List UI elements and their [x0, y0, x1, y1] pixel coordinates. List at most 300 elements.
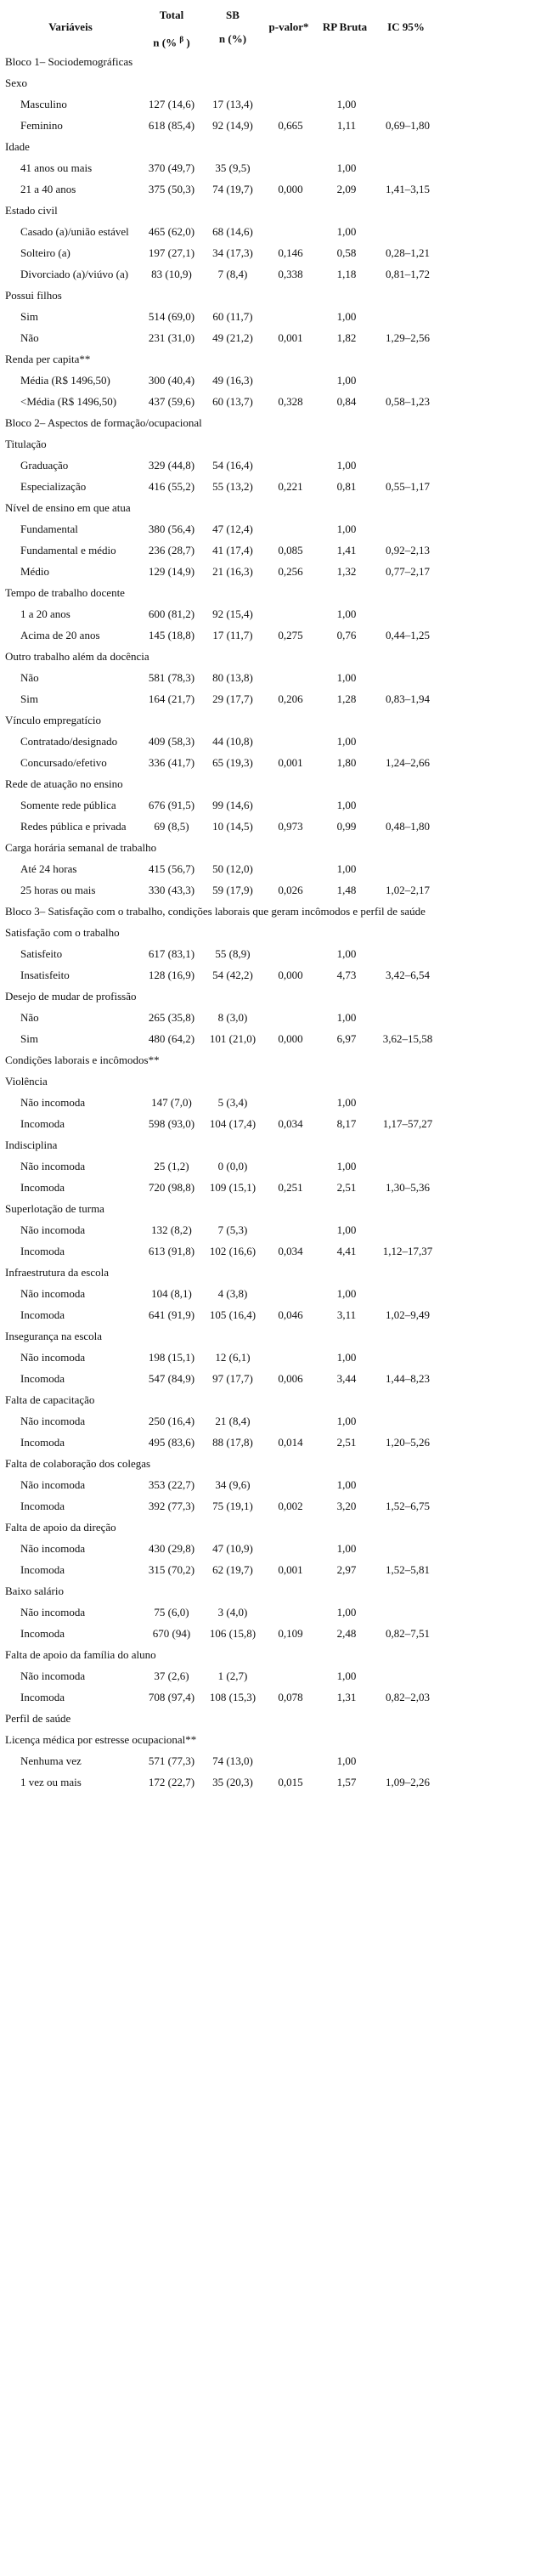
cell-rp: 1,00 [336, 225, 357, 238]
row-label: Graduação [20, 459, 69, 472]
cell-sb: 4 (3,8) [217, 1287, 248, 1300]
table-row [0, 1538, 558, 1559]
cell-total: 172 (22,7) [148, 1776, 195, 1788]
cell-sb: 8 (3,0) [217, 1011, 248, 1024]
cell-sb: 35 (9,5) [215, 161, 251, 174]
table-row [0, 1240, 558, 1262]
row-label: Nenhuma vez [20, 1754, 82, 1767]
header-ic: IC 95% [387, 20, 425, 33]
cell-total: 415 (56,7) [148, 862, 195, 875]
cell-ic: 0,77–2,17 [386, 565, 430, 578]
cell-rp: 1,11 [336, 119, 357, 132]
table-row [0, 1028, 558, 1049]
cell-sb: 108 (15,3) [209, 1691, 256, 1703]
table-row [0, 1771, 558, 1793]
row-label: Falta de apoio da família do aluno [5, 1648, 156, 1661]
header-sb: SB [226, 8, 240, 21]
cell-total: 300 (40,4) [148, 374, 195, 387]
group-heading-row [0, 72, 558, 93]
cell-rp: 1,00 [336, 1011, 357, 1024]
row-label: Vínculo empregatício [5, 714, 101, 726]
cell-pvalue: 0,256 [278, 565, 303, 578]
cell-total: 676 (91,5) [148, 799, 195, 811]
cell-rp: 1,48 [336, 884, 357, 896]
cell-rp: 8,17 [336, 1117, 357, 1130]
cell-ic: 1,09–2,26 [386, 1776, 430, 1788]
cell-sb: 35 (20,3) [212, 1776, 253, 1788]
row-label: Licença médica por estresse ocupacional** [5, 1733, 197, 1746]
header-sb-n: n (%) [218, 32, 247, 45]
cell-sb: 105 (16,4) [209, 1308, 256, 1321]
cell-rp: 1,32 [336, 565, 357, 578]
cell-ic: 1,30–5,36 [386, 1181, 430, 1194]
cell-total: 613 (91,8) [148, 1245, 195, 1257]
cell-rp: 1,00 [336, 98, 357, 110]
cell-pvalue: 0,001 [278, 756, 303, 769]
row-label: Masculino [20, 98, 67, 110]
row-label: Indisciplina [5, 1138, 58, 1151]
group-heading-row [0, 773, 558, 794]
row-label: Renda per capita** [5, 353, 91, 365]
cell-pvalue: 0,000 [278, 1032, 303, 1045]
cell-ic: 1,52–6,75 [386, 1500, 430, 1512]
group-heading-row [0, 1708, 558, 1729]
row-label: Insatisfeito [20, 969, 70, 981]
table-row [0, 731, 558, 752]
cell-total: 250 (16,4) [148, 1415, 195, 1427]
row-label: Infraestrutura da escola [5, 1266, 109, 1279]
table-row [0, 1432, 558, 1453]
row-label: Não incomoda [20, 1415, 86, 1427]
group-heading-row [0, 1071, 558, 1092]
cell-ic: 3,62–15,58 [382, 1032, 433, 1045]
row-label: Solteiro (a) [20, 246, 70, 259]
table-row [0, 115, 558, 136]
cell-ic: 1,02–9,49 [386, 1308, 430, 1321]
cell-total: 231 (31,0) [148, 331, 195, 344]
table-row [0, 221, 558, 242]
table-row [0, 518, 558, 539]
group-heading-row [0, 1644, 558, 1665]
cell-pvalue: 0,002 [278, 1500, 303, 1512]
table-row [0, 964, 558, 986]
cell-total: 164 (21,7) [148, 692, 195, 705]
row-label: Casado (a)/união estável [20, 225, 129, 238]
group-heading-row [0, 136, 558, 157]
table-row [0, 263, 558, 285]
row-label: <Média (R$ 1496,50) [20, 395, 117, 408]
table-row [0, 688, 558, 709]
block-heading-row [0, 901, 558, 922]
cell-pvalue: 0,015 [278, 1776, 303, 1788]
cell-total: 236 (28,7) [148, 544, 195, 556]
cell-sb: 106 (15,8) [209, 1627, 256, 1640]
cell-rp: 3,11 [336, 1308, 357, 1321]
cell-sb: 74 (19,7) [212, 183, 253, 195]
table-row [0, 539, 558, 561]
cell-sb: 102 (16,6) [209, 1245, 256, 1257]
cell-total: 392 (77,3) [148, 1500, 195, 1512]
cell-sb: 49 (21,2) [212, 331, 253, 344]
table-row [0, 327, 558, 348]
cell-total: 480 (64,2) [148, 1032, 195, 1045]
cell-sb: 54 (42,2) [212, 969, 253, 981]
group-heading-row [0, 1453, 558, 1474]
cell-total: 495 (83,6) [148, 1436, 195, 1449]
cell-pvalue: 0,001 [278, 1563, 303, 1576]
row-label: Incomoda [20, 1372, 65, 1385]
cell-rp: 1,00 [336, 947, 357, 960]
cell-sb: 0 (0,0) [217, 1160, 248, 1172]
table-row [0, 1177, 558, 1198]
cell-rp: 0,81 [336, 480, 357, 493]
row-label: Até 24 horas [20, 862, 77, 875]
row-label: Titulação [5, 438, 47, 450]
cell-total: 69 (8,5) [154, 820, 189, 833]
cell-ic: 0,83–1,94 [386, 692, 430, 705]
cell-sb: 41 (17,4) [212, 544, 253, 556]
cell-sb: 88 (17,8) [212, 1436, 253, 1449]
cell-total: 618 (85,4) [148, 119, 195, 132]
row-label: Falta de capacitação [5, 1393, 95, 1406]
row-label: Acima de 20 anos [20, 629, 100, 641]
row-label: Feminino [20, 119, 63, 132]
table-row [0, 1602, 558, 1623]
cell-total: 197 (27,1) [148, 246, 195, 259]
cell-sb: 65 (19,3) [212, 756, 253, 769]
cell-ic: 1,02–2,17 [386, 884, 430, 896]
cell-total: 83 (10,9) [151, 268, 192, 280]
row-label: Incomoda [20, 1308, 65, 1321]
cell-sb: 92 (14,9) [212, 119, 253, 132]
cell-total: 375 (50,3) [148, 183, 195, 195]
cell-rp: 1,00 [336, 310, 357, 323]
cell-rp: 1,82 [336, 331, 357, 344]
table-row [0, 1304, 558, 1325]
table-row [0, 561, 558, 582]
table-row [0, 752, 558, 773]
cell-rp: 1,00 [336, 1606, 357, 1618]
cell-sb: 109 (15,1) [209, 1181, 256, 1194]
table-row [0, 93, 558, 115]
header-pvalue: p-valor* [268, 20, 309, 33]
row-label: Possui filhos [5, 289, 62, 302]
cell-sb: 104 (17,4) [209, 1117, 256, 1130]
cell-sb: 12 (6,1) [215, 1351, 251, 1364]
cell-sb: 68 (14,6) [212, 225, 253, 238]
cell-ic: 0,55–1,17 [386, 480, 430, 493]
cell-total: 465 (62,0) [148, 225, 195, 238]
row-label: Desejo de mudar de profissão [5, 990, 137, 1003]
row-label: Não incomoda [20, 1096, 86, 1109]
cell-pvalue: 0,078 [278, 1691, 303, 1703]
cell-rp: 1,00 [336, 607, 357, 620]
table-row [0, 943, 558, 964]
cell-sb: 62 (19,7) [212, 1563, 253, 1576]
cell-rp: 2,09 [336, 183, 357, 195]
table-row [0, 178, 558, 200]
table-row [0, 157, 558, 178]
cell-rp: 1,31 [336, 1691, 357, 1703]
cell-rp: 1,80 [336, 756, 357, 769]
row-label: Incomoda [20, 1245, 65, 1257]
cell-rp: 1,00 [336, 862, 357, 875]
cell-total: 104 (8,1) [151, 1287, 192, 1300]
row-label: Não [20, 671, 39, 684]
row-label: Não [20, 331, 39, 344]
header-rp: RP Bruta [322, 20, 368, 33]
cell-rp: 1,41 [336, 544, 357, 556]
header-total-n [153, 32, 189, 49]
row-label: Não incomoda [20, 1606, 86, 1618]
cell-total: 430 (29,8) [148, 1542, 195, 1555]
cell-sb: 21 (8,4) [215, 1415, 251, 1427]
cell-ic: 0,28–1,21 [386, 246, 430, 259]
cell-ic: 0,82–2,03 [386, 1691, 430, 1703]
cell-rp: 1,00 [336, 735, 357, 748]
cell-sb: 59 (17,9) [212, 884, 253, 896]
cell-pvalue: 0,006 [278, 1372, 303, 1385]
cell-total: 571 (77,3) [148, 1754, 195, 1767]
cell-total: 409 (58,3) [148, 735, 195, 748]
group-heading-row [0, 922, 558, 943]
group-heading-row [0, 1262, 558, 1283]
cell-pvalue: 0,046 [278, 1308, 303, 1321]
row-label: Bloco 1– Sociodemográficas [5, 55, 133, 68]
cell-sb: 75 (19,1) [212, 1500, 253, 1512]
row-label: 21 a 40 anos [20, 183, 76, 195]
cell-rp: 0,99 [336, 820, 357, 833]
row-label: 25 horas ou mais [20, 884, 96, 896]
cell-ic: 1,12–17,37 [382, 1245, 433, 1257]
table-row [0, 242, 558, 263]
group-heading-row [0, 348, 558, 370]
table-row [0, 455, 558, 476]
cell-pvalue: 0,085 [278, 544, 303, 556]
row-label: Redes pública e privada [20, 820, 127, 833]
cell-rp: 4,73 [336, 969, 357, 981]
row-label: Não [20, 1011, 39, 1024]
header-total-n-label: n (% [153, 36, 178, 49]
cell-total: 416 (55,2) [148, 480, 195, 493]
cell-sb: 49 (16,3) [212, 374, 253, 387]
cell-sb: 80 (13,8) [212, 671, 253, 684]
cell-sb: 1 (2,7) [217, 1669, 248, 1682]
row-label: Outro trabalho além da docência [5, 650, 149, 663]
table-row [0, 1474, 558, 1495]
row-label: Baixo salário [5, 1585, 64, 1597]
table-row [0, 1623, 558, 1644]
cell-pvalue: 0,014 [278, 1436, 303, 1449]
cell-pvalue: 0,001 [278, 331, 303, 344]
cell-ic: 1,52–5,81 [386, 1563, 430, 1576]
cell-sb: 17 (11,7) [212, 629, 253, 641]
cell-total: 514 (69,0) [148, 310, 195, 323]
row-label: Fundamental e médio [20, 544, 116, 556]
row-label: Incomoda [20, 1117, 65, 1130]
table-row [0, 624, 558, 646]
group-heading-row [0, 1729, 558, 1750]
row-label: Carga horária semanal de trabalho [5, 841, 157, 854]
row-label: Sexo [5, 76, 27, 89]
row-label: Incomoda [20, 1691, 65, 1703]
group-heading-row [0, 1049, 558, 1071]
table-row [0, 391, 558, 412]
cell-total: 145 (18,8) [148, 629, 195, 641]
cell-rp: 4,41 [336, 1245, 357, 1257]
row-label: Sim [20, 1032, 38, 1045]
cell-rp: 3,20 [336, 1500, 357, 1512]
group-heading-row [0, 285, 558, 306]
table-row [0, 816, 558, 837]
table-row [0, 1686, 558, 1708]
cell-total: 353 (22,7) [148, 1478, 195, 1491]
table-row [0, 1368, 558, 1389]
cell-pvalue: 0,338 [278, 268, 303, 280]
table-row [0, 1495, 558, 1517]
row-label: Incomoda [20, 1563, 65, 1576]
row-label: Insegurança na escola [5, 1330, 103, 1342]
cell-sb: 34 (17,3) [212, 246, 253, 259]
cell-sb: 21 (16,3) [212, 565, 253, 578]
cell-total: 129 (14,9) [148, 565, 195, 578]
cell-pvalue: 0,665 [278, 119, 303, 132]
cell-ic: 0,48–1,80 [386, 820, 430, 833]
table-row [0, 1559, 558, 1580]
cell-total: 147 (7,0) [151, 1096, 192, 1109]
row-label: Não incomoda [20, 1542, 86, 1555]
cell-pvalue: 0,146 [278, 246, 303, 259]
cell-sb: 74 (13,0) [212, 1754, 253, 1767]
cell-ic: 1,29–2,56 [386, 331, 430, 344]
block-heading-row [0, 51, 558, 72]
row-label: Sim [20, 692, 38, 705]
cell-rp: 1,28 [336, 692, 357, 705]
cell-total: 581 (78,3) [148, 671, 195, 684]
cell-total: 617 (83,1) [148, 947, 195, 960]
cell-rp: 2,51 [336, 1181, 357, 1194]
cell-pvalue: 0,034 [278, 1117, 303, 1130]
cell-pvalue: 0,206 [278, 692, 303, 705]
cell-sb: 97 (17,7) [212, 1372, 253, 1385]
header-total: Total [159, 8, 184, 21]
row-label: Bloco 3– Satisfação com o trabalho, condições laborais que geram incômodos e perfil de saúde [5, 905, 426, 918]
cell-total: 127 (14,6) [148, 98, 195, 110]
cell-total: 437 (59,6) [148, 395, 195, 408]
table-row [0, 1750, 558, 1771]
table-row [0, 1092, 558, 1113]
group-heading-row [0, 582, 558, 603]
group-heading-row [0, 986, 558, 1007]
row-label: 1 vez ou mais [20, 1776, 82, 1788]
cell-pvalue: 0,221 [278, 480, 303, 493]
cell-rp: 1,18 [336, 268, 357, 280]
row-label: Divorciado (a)/viúvo (a) [20, 268, 129, 280]
cell-sb: 10 (14,5) [212, 820, 253, 833]
cell-pvalue: 0,109 [278, 1627, 303, 1640]
block-heading-row [0, 412, 558, 433]
cell-rp: 0,76 [336, 629, 357, 641]
cell-total: 336 (41,7) [148, 756, 195, 769]
table-row [0, 1113, 558, 1134]
cell-sb: 3 (4,0) [217, 1606, 248, 1618]
table-row [0, 1410, 558, 1432]
cell-rp: 1,00 [336, 374, 357, 387]
cell-ic: 1,17–57,27 [382, 1117, 433, 1130]
row-label: Incomoda [20, 1181, 65, 1194]
row-label: Incomoda [20, 1436, 65, 1449]
group-heading-row [0, 1325, 558, 1347]
cell-rp: 0,58 [336, 246, 357, 259]
cell-ic: 0,69–1,80 [386, 119, 430, 132]
cell-sb: 54 (16,4) [212, 459, 253, 472]
cell-sb: 60 (13,7) [212, 395, 253, 408]
cell-total: 641 (91,9) [148, 1308, 195, 1321]
cell-total: 547 (84,9) [148, 1372, 195, 1385]
cell-pvalue: 0,275 [278, 629, 303, 641]
group-heading-row [0, 709, 558, 731]
cell-rp: 1,00 [336, 799, 357, 811]
row-label: Concursado/efetivo [20, 756, 107, 769]
row-label: Não incomoda [20, 1669, 86, 1682]
group-heading-row [0, 1389, 558, 1410]
cell-sb: 55 (13,2) [212, 480, 253, 493]
cell-pvalue: 0,026 [278, 884, 303, 896]
header-total-sup: β [179, 35, 184, 43]
cell-ic: 0,44–1,25 [386, 629, 430, 641]
table-row [0, 1347, 558, 1368]
cell-ic: 1,24–2,66 [386, 756, 430, 769]
cell-rp: 1,00 [336, 1478, 357, 1491]
row-label: Não incomoda [20, 1287, 86, 1300]
table-row [0, 1007, 558, 1028]
table-row [0, 879, 558, 901]
row-label: Rede de atuação no ensino [5, 777, 123, 790]
cell-ic: 0,81–1,72 [386, 268, 430, 280]
row-label: Não incomoda [20, 1478, 86, 1491]
header-variables: Variáveis [48, 20, 93, 33]
cell-total: 380 (56,4) [148, 523, 195, 535]
cell-total: 370 (49,7) [148, 161, 195, 174]
cell-sb: 29 (17,7) [212, 692, 253, 705]
row-label: Bloco 2– Aspectos de formação/ocupacional [5, 416, 202, 429]
group-heading-row [0, 1134, 558, 1155]
row-label: Superlotação de turma [5, 1202, 104, 1215]
table-row [0, 1283, 558, 1304]
cell-rp: 1,00 [336, 459, 357, 472]
cell-rp: 3,44 [336, 1372, 357, 1385]
cell-rp: 2,48 [336, 1627, 357, 1640]
row-label: Perfil de saúde [5, 1712, 71, 1725]
group-heading-row [0, 1198, 558, 1219]
cell-rp: 1,00 [336, 1542, 357, 1555]
row-label: Falta de colaboração dos colegas [5, 1457, 151, 1470]
cell-total: 265 (35,8) [148, 1011, 195, 1024]
row-label: Condições laborais e incômodos** [5, 1054, 160, 1066]
cell-sb: 5 (3,4) [217, 1096, 248, 1109]
cell-sb: 7 (5,3) [217, 1223, 248, 1236]
header-total-close: ) [186, 36, 190, 49]
cell-rp: 1,00 [336, 1669, 357, 1682]
group-heading-row [0, 497, 558, 518]
group-heading-row [0, 837, 558, 858]
row-label: Estado civil [5, 204, 58, 217]
cell-sb: 47 (10,9) [212, 1542, 253, 1555]
cell-ic: 3,42–6,54 [386, 969, 430, 981]
row-label: Não incomoda [20, 1160, 86, 1172]
table-row [0, 667, 558, 688]
cell-rp: 1,00 [336, 1160, 357, 1172]
